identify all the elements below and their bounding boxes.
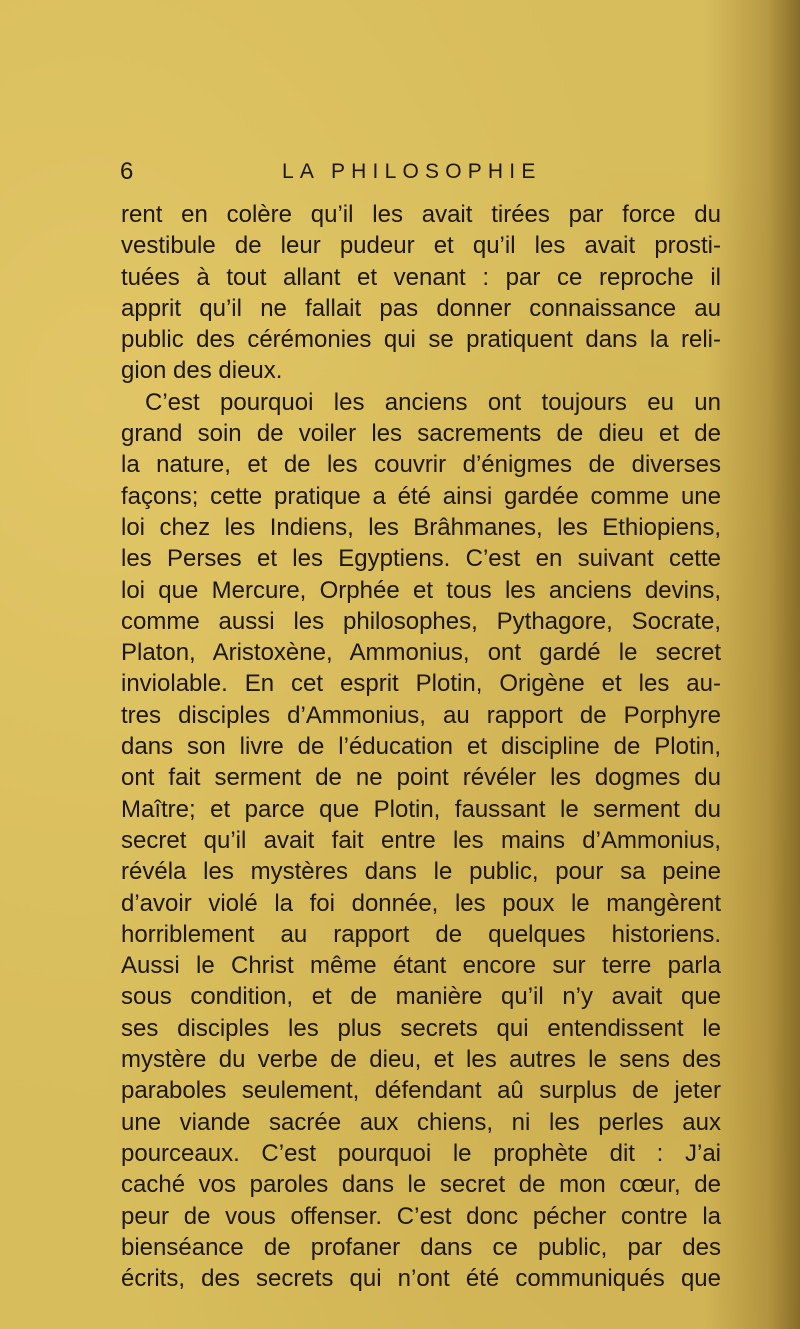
text-line: secret qu’il avait fait entre les mains d’Ammonius, (121, 826, 721, 854)
text-line: une viande sacrée aux chiens, ni les perles aux (121, 1108, 721, 1136)
text-line: d’avoir violé la foi donnée, les poux le mangèrent (121, 889, 721, 917)
text-line: pourceaux. C’est pourquoi le prophète dit : J’ai (121, 1139, 721, 1167)
text-line: horriblement au rapport de quelques historiens. (121, 920, 721, 948)
page-number: 6 (120, 158, 134, 185)
text-line: tuées à tout allant et venant : par ce reproche il (121, 263, 721, 291)
text-line: Platon, Aristoxène, Ammonius, ont gardé le secret (121, 639, 721, 667)
text-line: tres disciples d’Ammonius, au rapport de Porphyre (121, 701, 721, 729)
text-line: C’est pourquoi les anciens ont toujours eu un (145, 388, 721, 416)
text-line: public des cérémonies qui se pratiquent dans la reli- (121, 326, 721, 354)
text-line: caché vos paroles dans le secret de mon cœur, de (121, 1171, 721, 1199)
text-line: façons; cette pratique a été ainsi gardée comme une (121, 482, 721, 510)
text-line: dans son livre de l’éducation et discipline de Plotin, (121, 733, 721, 761)
text-line: peur de vous offenser. C’est donc pécher contre la (121, 1202, 721, 1230)
running-title: LA PHILOSOPHIE (282, 160, 542, 183)
text-line: inviolable. En cet esprit Plotin, Origène et les au- (121, 670, 721, 698)
text-line: Maître; et parce que Plotin, faussant le serment du (121, 795, 721, 823)
text-line: comme aussi les philosophes, Pythagore, Socrate, (121, 607, 721, 635)
text-line: révéla les mystères dans le public, pour sa peine (121, 858, 721, 886)
text-line: apprit qu’il ne fallait pas donner connaissance au (121, 294, 721, 322)
text-line: la nature, et de les couvrir d’énigmes de diverses (121, 451, 721, 479)
text-line: grand soin de voiler les sacrements de dieu et de (121, 420, 721, 448)
text-line: gion des dieux. (121, 357, 283, 385)
text-line: sous condition, et de manière qu’il n’y avait que (121, 983, 721, 1011)
body-text (121, 199, 721, 1294)
text-line: loi chez les Indiens, les Brâhmanes, les Ethiopiens, (121, 513, 721, 541)
text-line: mystère du verbe de dieu, et les autres le sens des (121, 1046, 721, 1074)
text-line: loi que Mercure, Orphée et tous les anciens devins, (121, 576, 721, 604)
text-line: ont fait serment de ne point révéler les dogmes du (121, 764, 721, 792)
page-header (120, 157, 720, 187)
text-line: bienséance de profaner dans ce public, par des (121, 1233, 721, 1261)
text-line: Aussi le Christ même étant encore sur terre parla (121, 952, 721, 980)
text-line: rent en colère qu’il les avait tirées par force du (121, 201, 721, 228)
text-line: écrits, des secrets qui n’ont été communiqués que (121, 1265, 721, 1293)
text-line: les Perses et les Egyptiens. C’est en suivant cette (121, 545, 721, 573)
text-line: vestibule de leur pudeur et qu’il les avait prosti- (121, 232, 721, 260)
text-line: ses disciples les plus secrets qui entendissent le (121, 1014, 721, 1042)
text-line: paraboles seulement, défendant aû surplus de jeter (121, 1077, 721, 1105)
